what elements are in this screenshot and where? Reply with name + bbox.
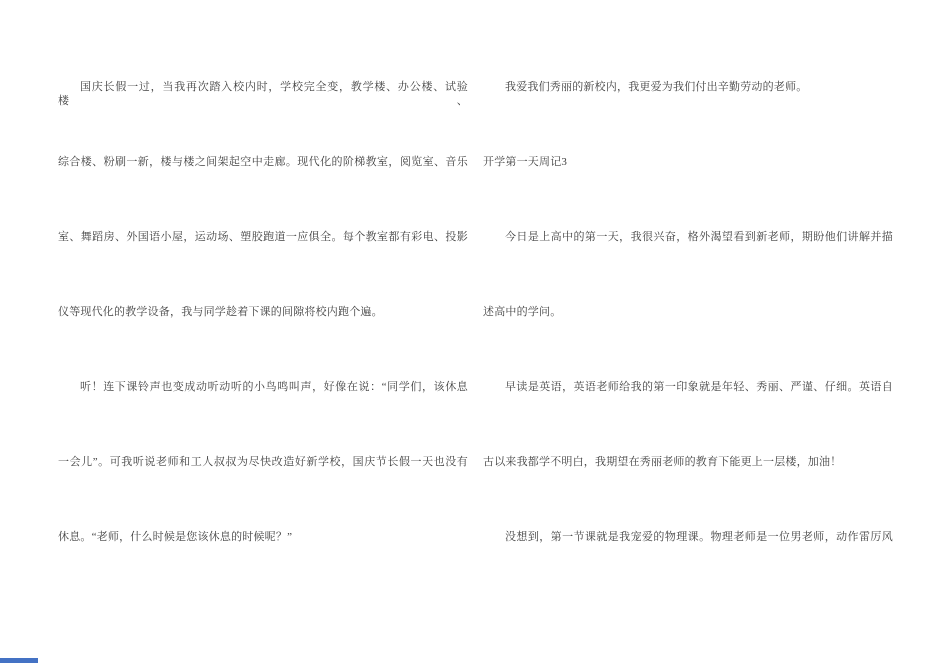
- paragraph-line: 今日是上高中的第一天，我很兴奋，格外渴望看到新老师，期盼他们讲解并描: [505, 231, 893, 243]
- section-heading: 开学第一天周记3: [483, 156, 568, 168]
- paragraph-line: 早读是英语，英语老师给我的第一印象就是年轻、秀丽、严谨、仔细。英语自: [505, 381, 893, 393]
- bottom-left-accent-bar: [0, 658, 38, 663]
- paragraph-line: 没想到，第一节课就是我宠爱的物理课。物理老师是一位男老师，动作雷厉风: [505, 531, 893, 543]
- text-column-left: [58, 80, 468, 605]
- paragraph-line: 一会儿”。可我听说老师和工人叔叔为尽快改造好新学校，国庆节长假一天也没有: [58, 456, 468, 468]
- paragraph-line: 室、舞蹈房、外国语小屋，运动场、塑胶跑道一应俱全。每个教室都有彩电、投影: [58, 231, 468, 243]
- text-column-right: [483, 80, 893, 605]
- paragraph-line: 古以来我都学不明白，我期望在秀丽老师的教育下能更上一层楼，加油！: [483, 456, 842, 468]
- paragraph-line: 仪等现代化的教学设备，我与同学趁着下课的间隙将校内跑个遍。: [58, 306, 383, 318]
- paragraph-line: 休息。“老师，什么时候是您该休息的时候呢？”: [58, 531, 293, 543]
- paragraph-line: 国庆长假一过，当我再次踏入校内时，学校完全变，教学楼、办公楼、试验楼、: [58, 81, 468, 107]
- paragraph-line: 我爱我们秀丽的新校内，我更爱为我们付出辛勤劳动的老师。: [505, 81, 808, 93]
- paragraph-line: 听！连下课铃声也变成动听动听的小鸟鸣叫声，好像在说：“同学们，该休息: [80, 381, 468, 393]
- paragraph-line: 综合楼、粉刷一新，楼与楼之间架起空中走廊。现代化的阶梯教室，阅览室、音乐: [58, 156, 468, 168]
- paragraph-line: 述高中的学问。: [483, 306, 562, 318]
